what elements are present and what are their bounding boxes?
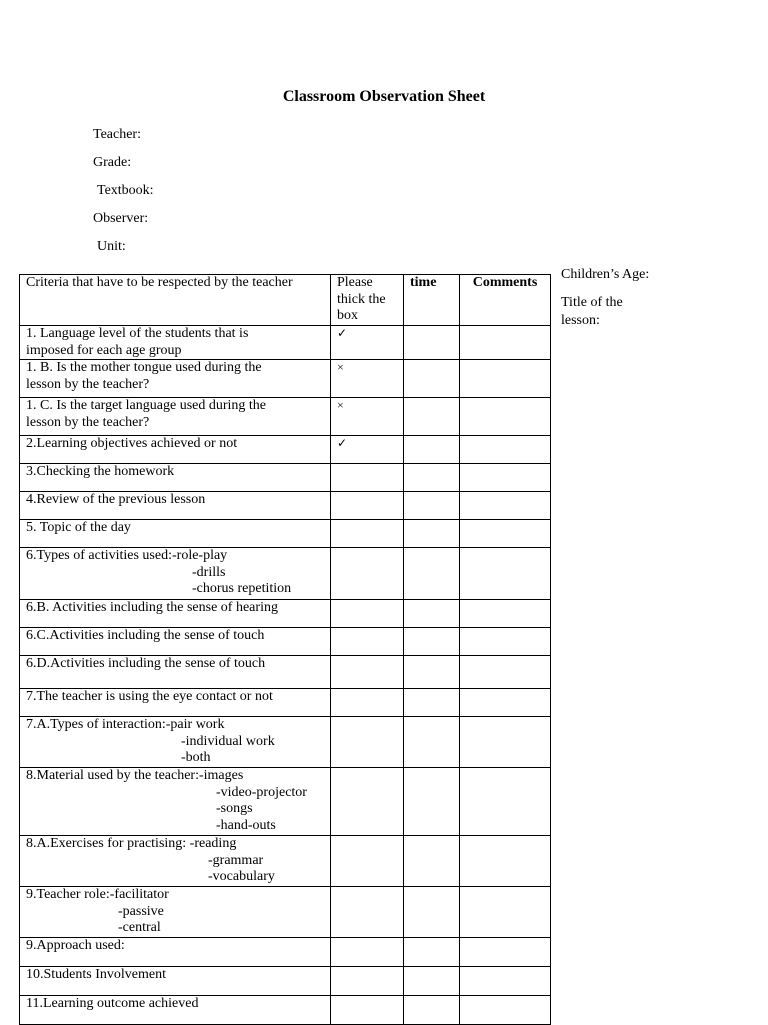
criteria-line: 1. B. Is the mother tongue used during the — [26, 360, 262, 375]
time-cell[interactable] — [404, 836, 460, 887]
table-row — [20, 887, 551, 938]
tick-box-cell[interactable] — [331, 836, 404, 887]
comments-cell[interactable] — [460, 995, 551, 1024]
criteria-line: 7.The teacher is using the eye contact or not — [26, 689, 273, 704]
observer-label: Observer: — [93, 211, 149, 226]
criteria-cell — [20, 717, 331, 768]
comments-cell[interactable] — [460, 937, 551, 966]
criteria-line: -central — [118, 920, 161, 935]
teacher-label: Teacher: — [93, 127, 141, 142]
table-row — [20, 689, 551, 717]
tick-box-cell[interactable] — [331, 656, 404, 689]
criteria-cell — [20, 995, 331, 1024]
criteria-line: 6.C.Activities including the sense of touch — [26, 628, 265, 643]
time-cell[interactable] — [404, 656, 460, 689]
table-row — [20, 937, 551, 966]
table-header-row — [20, 275, 551, 326]
criteria-line: -individual work — [181, 733, 275, 749]
criteria-cell — [20, 360, 331, 398]
comments-cell[interactable] — [460, 360, 551, 398]
observation-table — [19, 274, 551, 1025]
table-row — [20, 548, 551, 600]
table-row — [20, 464, 551, 492]
criteria-cell — [20, 887, 331, 938]
table-row — [20, 656, 551, 689]
criteria-cell — [20, 492, 331, 520]
lesson-title-line: lesson: — [561, 313, 600, 328]
criteria-line: -hand-outs — [216, 817, 276, 833]
please-tick-header-line: box — [337, 308, 358, 323]
criteria-line: 4.Review of the previous lesson — [26, 492, 206, 507]
childrens-age-label: Children’s Age: — [561, 267, 650, 282]
criteria-line: -passive — [118, 903, 164, 919]
time-cell[interactable] — [404, 436, 460, 464]
criteria-line: 3.Checking the homework — [26, 464, 175, 479]
cross-mark-icon: × — [337, 398, 344, 412]
tick-box-cell[interactable] — [331, 689, 404, 717]
criteria-line: 6.D.Activities including the sense of touch — [26, 656, 266, 671]
tick-box-cell[interactable] — [331, 600, 404, 628]
criteria-cell — [20, 436, 331, 464]
tick-box-cell[interactable] — [331, 768, 404, 836]
time-cell[interactable] — [404, 689, 460, 717]
criteria-line: 2.Learning objectives achieved or not — [26, 436, 238, 451]
table-row — [20, 995, 551, 1024]
table-row — [20, 966, 551, 995]
tick-box-cell[interactable] — [331, 398, 404, 436]
tick-box-cell[interactable] — [331, 717, 404, 768]
table-row — [20, 326, 551, 360]
comments-cell[interactable] — [460, 628, 551, 656]
table-row — [20, 600, 551, 628]
comments-cell[interactable] — [460, 548, 551, 600]
time-cell[interactable] — [404, 548, 460, 600]
criteria-line: 8.Material used by the teacher:-images — [26, 768, 244, 783]
tick-box-cell[interactable] — [331, 887, 404, 938]
criteria-line: 9.Approach used: — [26, 937, 125, 953]
time-cell[interactable] — [404, 520, 460, 548]
criteria-line: -drills — [192, 564, 226, 580]
check-mark-icon: ✓ — [337, 326, 348, 340]
lesson-title-label — [561, 294, 623, 330]
criteria-line: 6.B. Activities including the sense of hearing — [26, 600, 278, 615]
comments-cell[interactable] — [460, 887, 551, 938]
comments-cell[interactable] — [460, 768, 551, 836]
time-cell[interactable] — [404, 768, 460, 836]
tick-box-cell[interactable] — [331, 628, 404, 656]
criteria-cell — [20, 656, 331, 689]
cross-mark-icon: × — [337, 360, 344, 374]
comments-cell[interactable] — [460, 717, 551, 768]
criteria-line: 10.Students Involvement — [26, 966, 166, 982]
criteria-cell — [20, 768, 331, 836]
time-cell[interactable] — [404, 326, 460, 360]
time-cell[interactable] — [404, 600, 460, 628]
check-mark-icon: ✓ — [337, 436, 348, 450]
tick-box-cell[interactable] — [331, 548, 404, 600]
comments-cell[interactable] — [460, 689, 551, 717]
criteria-line: -chorus repetition — [192, 581, 292, 596]
criteria-cell — [20, 326, 331, 360]
tick-box-cell[interactable] — [331, 464, 404, 492]
criteria-cell — [20, 628, 331, 656]
unit-label: Unit: — [97, 239, 126, 254]
table-row — [20, 520, 551, 548]
criteria-cell — [20, 398, 331, 436]
criteria-line: -vocabulary — [208, 869, 275, 884]
tick-box-cell[interactable] — [331, 326, 404, 360]
time-cell[interactable] — [404, 887, 460, 938]
textbook-label: Textbook: — [97, 183, 154, 198]
criteria-header: Criteria that have to be respected by the teacher — [20, 275, 331, 326]
criteria-cell — [20, 548, 331, 600]
tick-box-cell[interactable] — [331, 520, 404, 548]
comments-cell[interactable] — [460, 966, 551, 995]
please-tick-header-line: Please — [337, 275, 373, 290]
grade-label: Grade: — [93, 155, 132, 170]
criteria-line: 8.A.Exercises for practising: -reading — [26, 836, 237, 851]
criteria-cell — [20, 836, 331, 887]
criteria-cell — [20, 600, 331, 628]
please-tick-header — [331, 275, 404, 326]
criteria-line: lesson by the teacher? — [26, 376, 150, 392]
table-row — [20, 717, 551, 768]
please-tick-header-line: thick the — [337, 291, 386, 307]
comments-cell[interactable] — [460, 600, 551, 628]
criteria-cell — [20, 464, 331, 492]
table-row — [20, 436, 551, 464]
criteria-line: imposed for each age group — [26, 342, 182, 358]
time-cell[interactable] — [404, 464, 460, 492]
comments-cell[interactable] — [460, 326, 551, 360]
criteria-line: 9.Teacher role:-facilitator — [26, 887, 169, 902]
tick-box-cell[interactable] — [331, 436, 404, 464]
tick-box-cell[interactable] — [331, 937, 404, 966]
criteria-line: lesson by the teacher? — [26, 414, 150, 430]
table-row — [20, 398, 551, 436]
comments-cell[interactable] — [460, 656, 551, 689]
criteria-line: 1. C. Is the target language used during the — [26, 398, 267, 413]
time-cell[interactable] — [404, 995, 460, 1024]
criteria-line: 6.Types of activities used:-role-play — [26, 548, 228, 563]
comments-header: Comments — [460, 275, 551, 326]
criteria-cell — [20, 520, 331, 548]
time-cell[interactable] — [404, 628, 460, 656]
comments-cell[interactable] — [460, 492, 551, 520]
tick-box-cell[interactable] — [331, 492, 404, 520]
comments-cell[interactable] — [460, 398, 551, 436]
time-header: time — [404, 275, 460, 326]
criteria-line: -both — [181, 750, 211, 765]
comments-cell[interactable] — [460, 436, 551, 464]
comments-cell[interactable] — [460, 836, 551, 887]
table-row — [20, 628, 551, 656]
time-cell[interactable] — [404, 492, 460, 520]
table-row — [20, 492, 551, 520]
criteria-line: -grammar — [208, 852, 264, 868]
time-cell[interactable] — [404, 937, 460, 966]
table-row — [20, 768, 551, 836]
tick-box-cell[interactable] — [331, 966, 404, 995]
tick-box-cell[interactable] — [331, 995, 404, 1024]
table-row — [20, 836, 551, 887]
tick-box-cell[interactable] — [331, 360, 404, 398]
page-title: Classroom Observation Sheet — [282, 88, 486, 105]
time-cell[interactable] — [404, 398, 460, 436]
criteria-line: 11.Learning outcome achieved — [26, 995, 199, 1011]
criteria-line: -video-projector — [216, 784, 307, 800]
time-cell[interactable] — [404, 360, 460, 398]
comments-cell[interactable] — [460, 464, 551, 492]
criteria-line: -songs — [216, 801, 253, 816]
table-row — [20, 360, 551, 398]
criteria-cell — [20, 689, 331, 717]
criteria-cell — [20, 966, 331, 995]
criteria-line: 7.A.Types of interaction:-pair work — [26, 717, 225, 732]
criteria-line: 1. Language level of the students that is — [26, 326, 249, 341]
criteria-cell — [20, 937, 331, 966]
comments-cell[interactable] — [460, 520, 551, 548]
criteria-line: 5. Topic of the day — [26, 520, 131, 535]
time-cell[interactable] — [404, 717, 460, 768]
time-cell[interactable] — [404, 966, 460, 995]
lesson-title-line: Title of the — [561, 295, 623, 310]
